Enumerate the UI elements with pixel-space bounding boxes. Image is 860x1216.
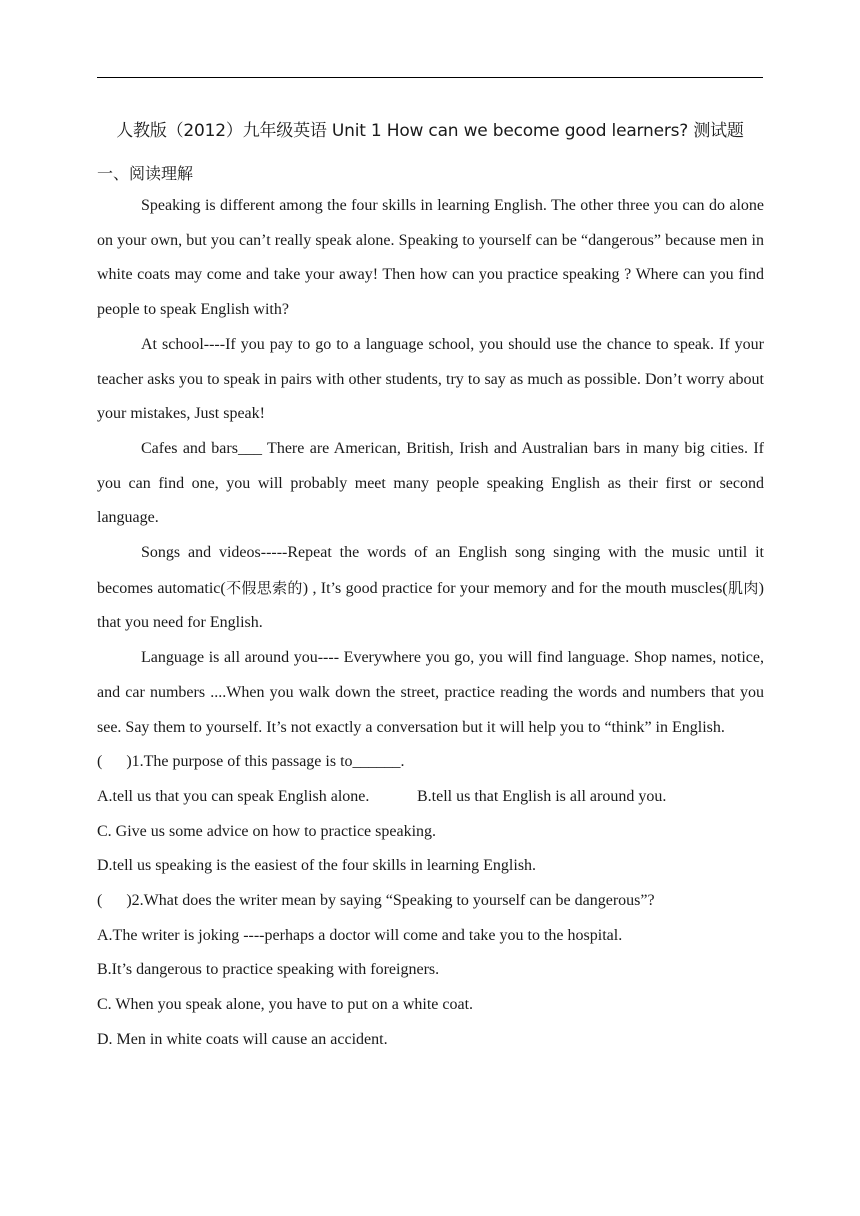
question-1-option-a: A.tell us that you can speak English alone. (97, 787, 370, 805)
document-body (97, 189, 764, 1058)
question-1-option-c: C. Give us some advice on how to practice speaking. (97, 822, 437, 840)
passage-paragraph-2: At school----If you pay to go to a language school, you should use the chance to speak. If your teacher asks you to speak in pairs with other students, try to say as much as possible. Don’t worry about your mistakes, Just speak! (97, 335, 764, 423)
question-1-options-ab (97, 780, 764, 815)
paragraph-4-text-a: Songs and videos-----Repeat the words of an English song singing with the music until it becomes automatic( (97, 544, 764, 597)
question-2-option-b: B.It’s dangerous to practice speaking with foreigners. (97, 961, 440, 979)
question-2-option-a: A.The writer is joking ----perhaps a doctor will come and take you to the hospital. (97, 926, 623, 944)
passage-paragraph-5: Language is all around you---- Everywhere you go, you will find language. Shop names, notice, and car numbers ....When you walk down the street, practice reading the words and numbers that you see. Say them to yourself. It’s not exactly a conversation but it will help you to “think” in English. (97, 649, 764, 736)
passage-paragraph-3: Cafes and bars___ There are American, British, Irish and Australian bars in many big cities. If you can find one, you will probably meet many people speaking English as their first or second language. (97, 439, 764, 527)
paragraph-4-gloss-2: 肌肉 (727, 578, 759, 597)
header-rule (97, 77, 763, 78)
question-2-option-d: D. Men in white coats will cause an accident. (97, 1030, 388, 1048)
document-title: 人教版（2012）九年级英语 Unit 1 How can we become good learners? 测试题 (116, 121, 744, 141)
question-1-option-d: D.tell us speaking is the easiest of the four skills in learning English. (97, 857, 537, 875)
paragraph-4-text-c: ) that you need for English. (97, 579, 764, 632)
passage-paragraph-1: Speaking is different among the four skills in learning English. The other three you can do alone on your own, but you can’t really speak alone. Speaking to yourself can be “dangerous” because men in white coats may come and take your away! Then how can you practice speaking ? Where can you find people to speak English with? (97, 197, 764, 319)
question-1-stem: ( )1.The purpose of this passage is to______. (97, 753, 405, 771)
question-1-option-b: B.tell us that English is all around you. (417, 787, 667, 805)
paragraph-4-gloss-1: 不假思索的 (225, 578, 303, 597)
question-2-stem: ( )2.What does the writer mean by saying “Speaking to yourself can be dangerous”? (97, 892, 655, 910)
section-heading: 一、阅读理解 (97, 164, 194, 183)
question-2-option-c: C. When you speak alone, you have to put on a white coat. (97, 996, 474, 1014)
passage-paragraph-4 (97, 536, 764, 641)
paragraph-4-text-b: ) , It’s good practice for your memory and for the mouth muscles( (302, 579, 728, 597)
